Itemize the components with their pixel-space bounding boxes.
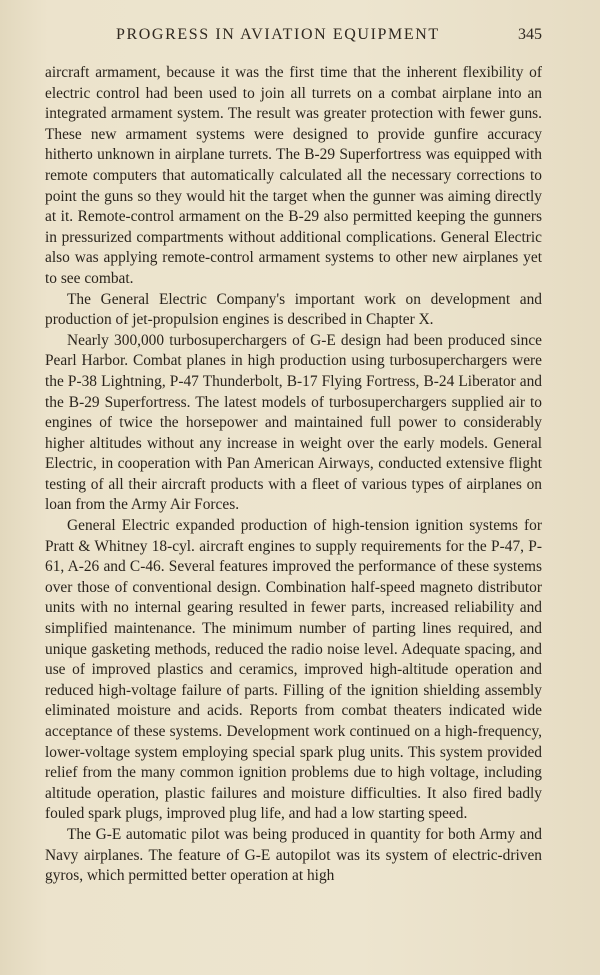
paragraph-jet-propulsion: The General Electric Company's important work on development and production of jet-propulsion engines is described in Chapter X. xyxy=(45,290,542,329)
page-number: 345 xyxy=(518,26,542,43)
paragraph-armament: aircraft armament, because it was the first time that the inherent flexibility of electric control had been used to join all turrets on a combat airplane into an integrated armament system. The result was greater protection with fewer guns. These new armament systems were designed to provide gunfire accuracy hitherto unknown in airplane turrets. The B-29 Superfortress was equipped with remote computers that automatically calculated all the necessary corrections to point the guns so they would hit the target when the gunner was aiming directly at it. Remote-control armament on the B-29 also permitted keeping the gunners in pressurized compartments without additional complications. General Electric also was applying remote-control armament systems to other new airplanes yet to see combat. xyxy=(45,64,542,287)
paragraph-turbosuperchargers: Nearly 300,000 turbosuperchargers of G-E design had been produced since Pearl Harbor. Combat planes in high production using turbosuperchargers were the P-38 Lightning, P-47 Thunderbolt, B-17 Flying Fortress, B-24 Liberator and the B-29 Superfortress. The latest models of turbosuperchargers supplied air to engines of twice the horsepower and maintained full power to considerably higher altitudes without any increase in weight over the early models. General Electric, in cooperation with Pan American Airways, conducted extensive flight testing of all their aircraft products with a fleet of various types of airplanes on loan from the Army Air Forces. xyxy=(45,331,542,514)
paragraph-automatic-pilot: The G-E automatic pilot was being produced in quantity for both Army and Navy airplanes. The feature of G-E autopilot was its system of electric-driven gyros, which permitted better operation at high xyxy=(45,825,542,885)
body-text xyxy=(45,63,542,887)
paragraph-ignition-systems: General Electric expanded production of high-tension ignition systems for Pratt & Whitney 18-cyl. aircraft engines to supply requirements for the P-47, P-61, A-26 and C-46. Several features improved the performance of these systems over those of conventional design. Combination half-speed magneto distributor units with no internal gearing resulted in fewer parts, increased reliability and simplified maintenance. The minimum number of parting lines required, and unique gasketing methods, reduced the radio noise level. Adequate spacing, and use of improved plastics and ceramics, improved high-altitude operation and reduced high-voltage failure of parts. Filling of the ignition shielding assembly eliminated moisture and acids. Reports from combat theaters indicated wide acceptance of these systems. Development work continued on a high-frequency, lower-voltage system employing special spark plug units. This system provided relief from the many common ignition problems due to high voltage, including altitude operation, plastic failures and moisture difficulties. It also fired badly fouled spark plugs, improved plug life, and had a low starting speed. xyxy=(45,517,542,823)
running-head: PROGRESS IN AVIATION EQUIPMENT xyxy=(116,26,440,43)
page-header xyxy=(0,26,600,48)
